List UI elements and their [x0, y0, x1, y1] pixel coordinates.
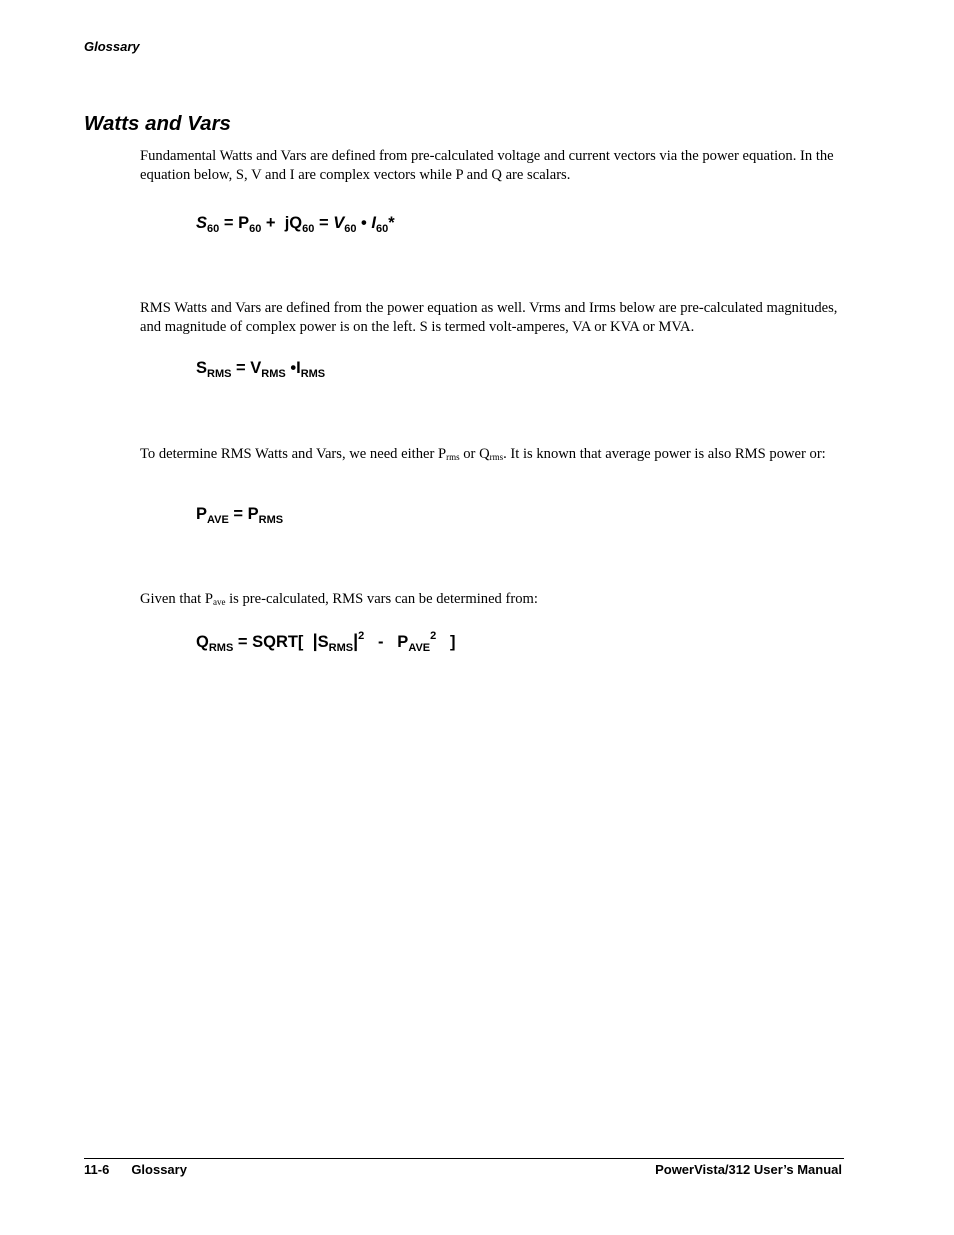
eq1-s-sub: 60	[207, 223, 220, 235]
eq4-p-sub: AVE	[408, 642, 431, 654]
eq3-eq-a: = P	[228, 505, 259, 523]
eq4-sup-2a: 2	[358, 630, 365, 642]
eq4-q: Q	[196, 633, 209, 651]
eq1-i: I	[371, 214, 377, 232]
equation-average-power	[196, 505, 283, 524]
eq2-dot: •I	[285, 359, 301, 377]
paragraph-fundamental: Fundamental Watts and Vars are defined from pre-calculated voltage and current vectors via the power equation. In the equation below, S, V and I are complex vectors while P and Q are scalars.	[140, 148, 834, 183]
eq1-eq-b: =	[314, 214, 334, 232]
footer-rule	[84, 1158, 844, 1159]
footer-manual-title: PowerVista/312 User’s Manual	[655, 1162, 842, 1177]
eq3-p: P	[196, 505, 208, 523]
eq1-i-sub: 60	[376, 223, 389, 235]
eq2-eq-a: = V	[231, 359, 262, 377]
eq4-s-sub: RMS	[328, 642, 354, 654]
eq1-s: S	[196, 214, 208, 232]
eq2-s: S	[196, 359, 208, 377]
paragraph-rms: RMS Watts and Vars are defined from the power equation as well. Vrms and Irms below are pre-calculated magnitudes, and magnitude of complex power is on the left. S is termed volt-amperes, VA or KVA or MVA.	[140, 300, 838, 335]
p4-text-b: is pre-calculated, RMS vars can be determined from:	[225, 591, 538, 607]
p4-text-a: Given that P	[140, 591, 213, 607]
eq1-p-sub: 60	[249, 223, 262, 235]
eq1-q-sub: 60	[302, 223, 315, 235]
eq3-p2-sub: RMS	[258, 514, 284, 526]
section-title: Watts and Vars	[84, 112, 231, 135]
eq4-minus: - P	[364, 633, 409, 651]
eq1-v-sub: 60	[344, 223, 357, 235]
eq4-bar-left: |	[312, 631, 318, 651]
paragraph-given	[140, 590, 840, 609]
eq3-p-sub: AVE	[207, 514, 229, 526]
eq4-eq-a: = SQRT[	[233, 633, 313, 651]
equation-rms-vars	[196, 631, 456, 652]
eq2-v-sub: RMS	[261, 368, 286, 380]
footer-page-number: 11-6	[84, 1162, 110, 1177]
running-head: Glossary	[84, 39, 140, 54]
equation-fundamental-power	[196, 214, 395, 233]
p3-sub-rms-1: rms	[446, 452, 460, 462]
eq4-sup-2b: 2	[430, 630, 437, 642]
p3-text-a: To determine RMS Watts and Vars, we need either P	[140, 446, 447, 462]
paragraph-determine	[140, 445, 840, 464]
eq1-dot: •	[356, 214, 372, 232]
eq2-s-sub: RMS	[207, 368, 232, 380]
eq2-i-sub: RMS	[300, 368, 326, 380]
equation-rms-power	[196, 359, 325, 378]
eq1-star: *	[388, 214, 395, 232]
p3-text-b: or Q	[459, 446, 490, 462]
p3-sub-rms-2: rms	[489, 452, 504, 462]
footer-chapter: Glossary	[131, 1162, 187, 1177]
eq4-bar-right: |	[353, 631, 359, 651]
eq4-s: S	[317, 633, 329, 651]
eq4-close: ]	[436, 633, 456, 651]
eq4-q-sub: RMS	[208, 642, 234, 654]
eq1-eq-a: = P	[219, 214, 250, 232]
p3-text-c: . It is known that average power is also RMS power or:	[503, 446, 826, 462]
p4-sub-ave: ave	[212, 597, 226, 607]
eq1-v: V	[333, 214, 345, 232]
footer-left	[84, 1162, 187, 1177]
eq1-plus: + jQ	[261, 214, 303, 232]
